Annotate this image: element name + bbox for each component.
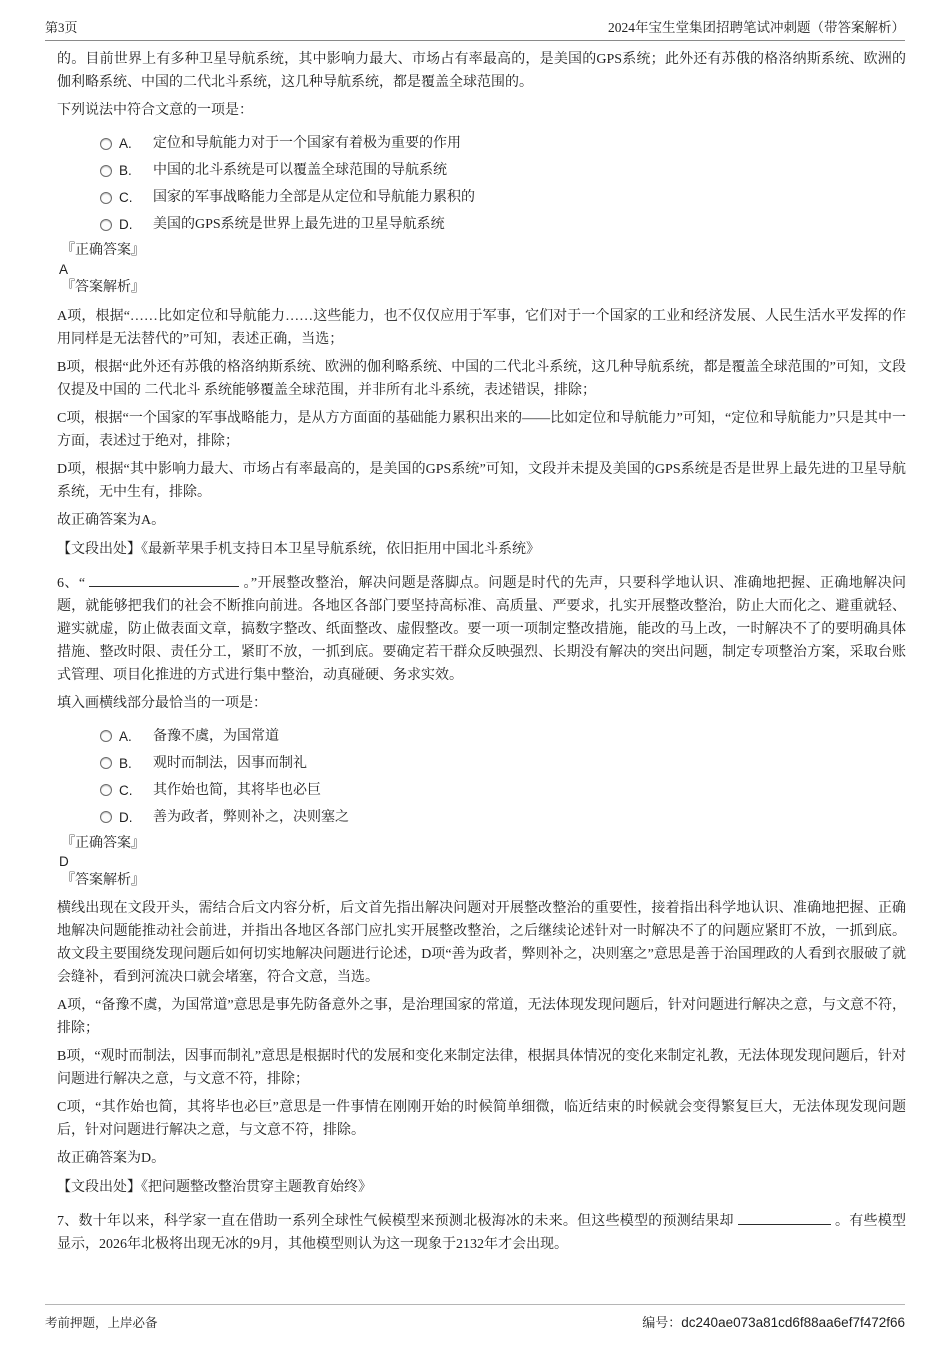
q7-fill-in-blank	[738, 1212, 831, 1225]
footer-slogan: 考前押题，上岸必备	[45, 1316, 158, 1330]
q7-question	[57, 1210, 906, 1256]
q5-option-b[interactable]	[57, 157, 906, 184]
q6-option-d[interactable]	[57, 804, 906, 831]
document-title: 2024年宝生堂集团招聘笔试冲刺题（带答案解析）	[608, 20, 905, 35]
radio-button-icon[interactable]	[100, 811, 112, 823]
q5-conclusion: 故正确答案为A。	[57, 512, 166, 528]
q5-analysis-b: B项，根据“此外还有苏俄的格洛纳斯系统、欧洲的伽利略系统、中国的二代北斗系统，这几种导航系统，都是覆盖全球范围的”可知，文段仅提及中国的 二代北斗 系统能够覆盖全球范围，并非所有北斗系统，表述错误，排除；	[57, 359, 906, 398]
q7-text-before-blank: 7、数十年以来，科学家一直在借助一系列全球性气候模型来预测北极海冰的未来。但这些模型的预测结果却	[57, 1214, 734, 1229]
page-header	[45, 16, 905, 41]
q6-option-c[interactable]	[57, 777, 906, 804]
footer-serial	[642, 1312, 905, 1331]
radio-button-icon[interactable]	[100, 165, 112, 177]
analysis-label: 『答案解析』	[61, 872, 145, 888]
q6-prompt: 填入画横线部分最恰当的一项是：	[57, 695, 267, 711]
radio-button-icon[interactable]	[100, 757, 112, 769]
option-letter: C.	[119, 782, 133, 798]
page-footer	[45, 1304, 905, 1331]
option-text: 美国的GPS系统是世界上最先进的卫星导航系统	[153, 217, 445, 232]
q7-text-after-blank: 。有些模型显示，2026年北极将出现无冰的9月，其他模型则认为这一现象于2132年才会出现。	[57, 1214, 907, 1252]
option-text: 其作始也简，其将毕也必巨	[153, 782, 321, 798]
radio-button-icon[interactable]	[100, 219, 112, 231]
page-number: 第3页	[45, 20, 78, 35]
radio-button-icon[interactable]	[100, 192, 112, 204]
q5-answer-block	[57, 242, 906, 298]
q6-option-b[interactable]	[57, 750, 906, 777]
q5-option-c[interactable]	[57, 184, 906, 211]
analysis-label: 『答案解析』	[61, 280, 145, 295]
q6-analysis-a: A项，“备豫不虞，为国常道”意思是事先防备意外之事，是治理国家的常道，无法体现发现问题后，针对问题进行解决之意，与文意不符，排除；	[57, 998, 906, 1036]
q6-analysis-main: 横线出现在文段开头，需结合后文内容分析，后文首先指出解决问题对开展整改整治的重要性，接着指出科学地认识、准确地把握、正确地解决问题能推动社会前进，并指出各地区各部门应扎实开展整改整治，之后继续论述针对一时解决不了的问题应紧盯不放，一抓到底。故文段主要围绕发现问题后如何切实地解决问题进行论述，D项“善为政者，弊则补之，决则塞之”意思是善于治国理政的人看到衣服破了就会缝补，看到河流决口就会堵塞，符合文意，当选。	[57, 901, 906, 985]
option-letter: A.	[119, 136, 132, 151]
option-text: 国家的军事战略能力全部是从定位和导航能力累积的	[153, 190, 475, 205]
q5-passage: 的。目前世界上有多种卫星导航系统，其中影响力最大、市场占有率最高的，是美国的GPS系统；此外还有苏俄的格洛纳斯系统、欧洲的伽利略系统、中国的二代北斗系统，这几种导航系统，都是覆盖全球范围的。	[57, 52, 906, 90]
q6-analysis-c: C项，“其作始也简，其将毕也必巨”意思是一件事情在刚刚开始的时候简单细微，临近结束的时候就会变得繁复巨大，无法体现发现问题后，针对问题进行解决之意，与文意不符，排除。	[57, 1100, 906, 1138]
serial-label: 编号：	[642, 1315, 682, 1330]
q6-option-a[interactable]	[57, 723, 906, 750]
q6-answer-block	[57, 835, 906, 891]
serial-value: dc240ae073a81cd6f88aa6ef7f472f66	[681, 1315, 905, 1330]
q5-analysis-d: D项，根据“其中影响力最大、市场占有率最高的，是美国的GPS系统”可知，文段并未提及美国的GPS系统是否是世界上最先进的卫星导航系统，无中生有，排除。	[57, 461, 906, 500]
q6-question	[57, 572, 906, 687]
option-letter: A.	[119, 728, 132, 744]
option-letter: D.	[119, 217, 133, 232]
option-text: 定位和导航能力对于一个国家有着极为重要的作用	[153, 136, 461, 151]
option-text: 中国的北斗系统是可以覆盖全球范围的导航系统	[153, 163, 447, 178]
q5-analysis-c: C项，根据“一个国家的军事战略能力，是从方方面面的基础能力累积出来的——比如定位和导航能力”可知，“定位和导航能力”只是其中一方面，表述过于绝对，排除；	[57, 410, 906, 449]
radio-button-icon[interactable]	[100, 138, 112, 150]
option-letter: B.	[119, 163, 132, 178]
correct-answer-label: 『正确答案』	[61, 835, 145, 851]
q6-text-after-blank: 。”开展整改整治，解决问题是落脚点。问题是时代的先声，只要科学地认识、准确地把握、正确地解决问题，就能够把我们的社会不断推向前进。各地区各部门要坚持高标准、高质量、严要求，扎实开展整改整治，防止大而化之、避重就轻、避实就虚，防止做表面文章，搞数字整改、纸面整改、虚假整改。要一项一项制定整改措施，能改的马上改，一时解决不了的要明确具体措施、整改时限、责任分工，紧盯不放，一抓到底。要确定若干群众反映强烈、长期没有解决的突出问题，制定专项整治方案，采取台账式管理、项目化推进的方式进行集中整治，动真碰硬、务求实效。	[57, 575, 906, 683]
radio-button-icon[interactable]	[100, 784, 112, 796]
correct-answer-value: A	[59, 261, 69, 277]
page-content	[57, 48, 906, 1261]
q6-conclusion: 故正确答案为D。	[57, 1151, 166, 1166]
option-text: 观时而制法，因事而制礼	[153, 755, 307, 771]
q6-options	[57, 723, 906, 831]
q5-analysis-a: A项，根据“……比如定位和导航能力……这些能力，也不仅仅应用于军事，它们对于一个国家的工业和经济发展、人民生活水平发挥的作用同样是无法替代的”可知，表述正确，当选；	[57, 308, 906, 347]
q6-analysis-b: B项，“观时而制法，因事而制礼”意思是根据时代的发展和变化来制定法律，根据具体情况的变化来制定礼教，无法体现发现问题后，针对问题进行解决之意，与文意不符，排除；	[57, 1049, 906, 1087]
option-text: 备豫不虞，为国常道	[153, 728, 279, 744]
q5-prompt: 下列说法中符合文意的一项是：	[57, 103, 253, 118]
q6-fill-in-blank	[89, 574, 239, 587]
option-letter: C.	[119, 190, 133, 205]
option-letter: D.	[119, 809, 133, 825]
correct-answer-value: D	[59, 854, 69, 869]
q5-source: 【文段出处】《最新苹果手机支持日本卫星导航系统，依旧拒用中国北斗系统》	[57, 541, 540, 557]
q5-option-d[interactable]	[57, 211, 906, 238]
q6-text-before-blank: 6、“	[57, 575, 86, 591]
radio-button-icon[interactable]	[100, 730, 112, 742]
option-letter: B.	[119, 755, 132, 771]
q6-source: 【文段出处】《把问题整改整治贯穿主题教育始终》	[57, 1180, 372, 1195]
q5-options	[57, 130, 906, 238]
correct-answer-label: 『正确答案』	[61, 243, 145, 258]
q5-option-a[interactable]	[57, 130, 906, 157]
option-text: 善为政者，弊则补之，决则塞之	[153, 809, 349, 825]
